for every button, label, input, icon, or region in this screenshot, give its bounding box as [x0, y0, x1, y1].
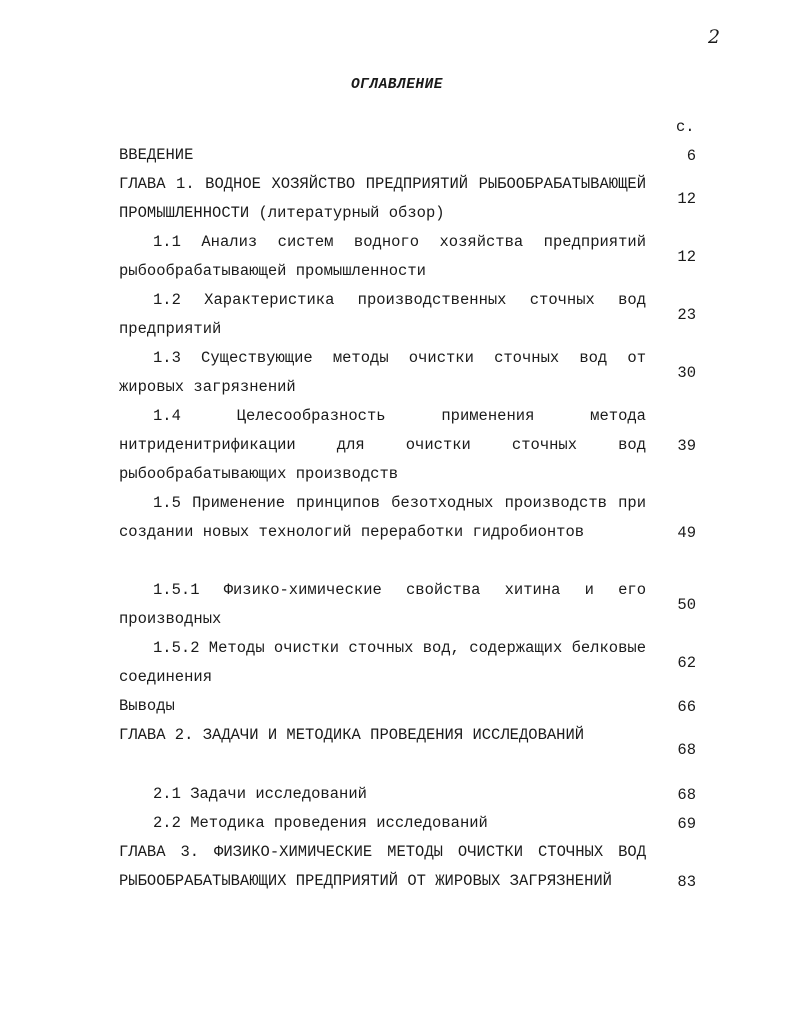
toc-entry-text: Выводы [119, 697, 175, 715]
page-title: ОГЛАВЛЕНИЕ [350, 77, 443, 93]
toc-entry-page: 30 [677, 364, 696, 382]
toc-entry-text: 1.3 Существующие методы очистки сточных вод от жировых загрязнений [119, 349, 646, 396]
page-number: 2 [708, 26, 721, 48]
toc-entry-page: 68 [677, 741, 696, 759]
toc-entry-page: 12 [677, 248, 696, 266]
toc-entry-page: 12 [677, 190, 696, 208]
page-column-label: с. [676, 118, 695, 136]
toc-entry-page: 49 [677, 524, 696, 542]
toc-entry-page: 83 [677, 873, 696, 891]
toc-entry-page: 68 [677, 786, 696, 804]
toc-entry-text: ГЛАВА 3. ФИЗИКО-ХИМИЧЕСКИЕ МЕТОДЫ ОЧИСТКИ СТОЧНЫХ ВОД РЫБООБРАБАТЫВАЮЩИХ ПРЕДПРИЯТИЙ ОТ ЖИРОВЫХ ЗАГРЯЗНЕНИЙ [119, 843, 646, 890]
toc-entry-text: 1.5 Применение принципов безотходных производств при создании новых технологий переработки гидробионтов [119, 494, 646, 541]
toc-entry-page: 62 [677, 654, 696, 672]
toc-entry-page: 23 [677, 306, 696, 324]
toc-entry-text: 2.1 Задачи исследований [153, 785, 367, 803]
toc-entry-text: 2.2 Методика проведения исследований [153, 814, 488, 832]
toc-entry-text: 1.1 Анализ систем водного хозяйства предприятий рыбообрабатывающей промышленности [119, 233, 646, 280]
toc-entry-page: 66 [677, 698, 696, 716]
toc-entry-page: 69 [677, 815, 696, 833]
toc-entry-page: 50 [677, 596, 696, 614]
toc-entry-page: 39 [677, 437, 696, 455]
toc-entry-text: ВВЕДЕНИЕ [119, 146, 194, 164]
toc-entry-text: ГЛАВА 2. ЗАДАЧИ И МЕТОДИКА ПРОВЕДЕНИЯ ИССЛЕДОВАНИЙ [119, 726, 585, 744]
toc-entry-text: 1.4 Целесообразность применения метода нитриденитрификации для очистки сточных вод рыбообрабатывающих производств [119, 407, 646, 483]
toc-entry-text: 1.2 Характеристика производственных сточных вод предприятий [119, 291, 646, 338]
toc-entry-text: ГЛАВА 1. ВОДНОЕ ХОЗЯЙСТВО ПРЕДПРИЯТИЙ РЫБООБРАБАТЫВАЮЩЕЙ ПРОМЫШЛЕННОСТИ (литературный обзор) [119, 175, 646, 222]
toc-entry-text: 1.5.1 Физико-химические свойства хитина и его производных [119, 581, 646, 628]
toc-entry-text: 1.5.2 Методы очистки сточных вод, содержащих белковые соединения [119, 639, 646, 686]
toc-entry-page: 6 [686, 147, 696, 165]
